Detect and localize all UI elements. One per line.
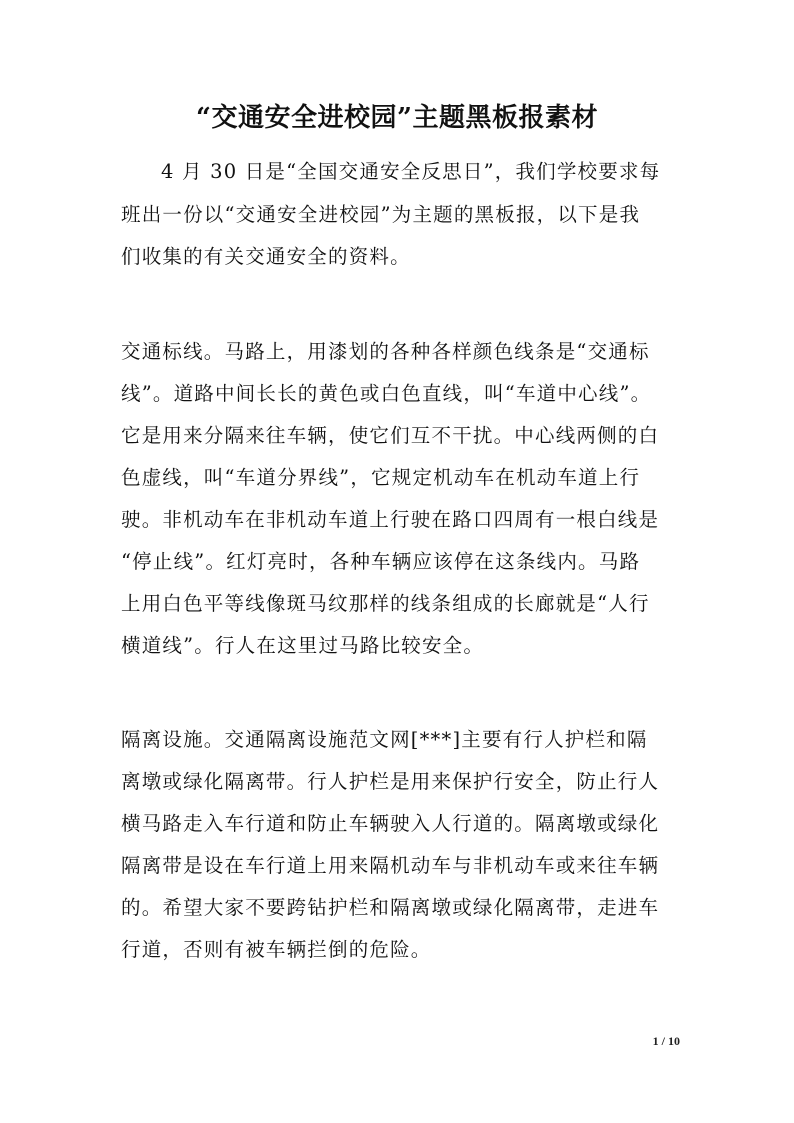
page-number: 1 / 10 (652, 1034, 680, 1048)
markings-line-1: 交通标线。马路上，用漆划的各种各样颜色线条是“交通标 (121, 340, 650, 363)
markings-line-6: “停止线”。红灯亮时，各种车辆应该停在这条线内。马路 (121, 550, 641, 573)
isolation-line-2: 离墩或绿化隔离带。行人护栏是用来保护行安全，防止行人 (121, 770, 660, 793)
isolation-line-4: 隔离带是设在车行道上用来隔机动车与非机动车或来往车辆 (121, 854, 660, 877)
intro-line-3: 们收集的有关交通安全的资料。 (121, 245, 411, 268)
isolation-line-1: 隔离设施。交通隔离设施范文网[***]主要有行人护栏和隔 (121, 728, 648, 751)
markings-line-3: 它是用来分隔来往车辆，使它们互不干扰。中心线两侧的白 (121, 424, 660, 447)
markings-line-5: 驶。非机动车在非机动车道上行驶在路口四周有一根白线是 (121, 508, 660, 531)
isolation-line-3: 横马路走入车行道和防止车辆驶入人行道的。隔离墩或绿化 (121, 812, 660, 835)
isolation-line-5: 的。希望大家不要跨钻护栏和隔离墩或绿化隔离带，走进车 (121, 896, 660, 919)
intro-line-1: 4 月 30 日是“全国交通安全反思日”，我们学校要求每 (161, 160, 661, 183)
isolation-line-6: 行道，否则有被车辆拦倒的危险。 (121, 938, 432, 961)
markings-line-8: 横道线”。行人在这里过马路比较安全。 (121, 634, 485, 657)
markings-line-2: 线”。道路中间长长的黄色或白色直线，叫“车道中心线”。 (121, 382, 652, 405)
markings-line-7: 上用白色平等线像斑马纹那样的线条组成的长廊就是“人行 (121, 592, 650, 615)
markings-line-4: 色虚线，叫“车道分界线”，它规定机动车在机动车道上行 (121, 466, 641, 489)
document-title: “交通安全进校园”主题黑板报素材 (196, 103, 598, 133)
intro-line-2: 班出一份以“交通安全进校园”为主题的黑板报，以下是我 (121, 203, 641, 226)
